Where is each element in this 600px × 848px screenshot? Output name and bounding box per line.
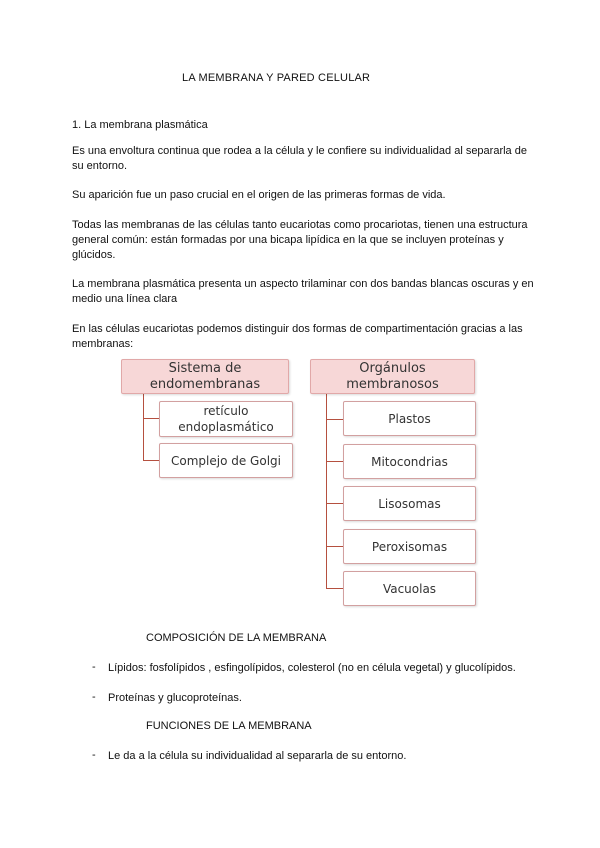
connector-line bbox=[326, 461, 344, 462]
vacuoles-node: Vacuolas bbox=[343, 571, 476, 606]
golgi-complex-node: Complejo de Golgi bbox=[159, 443, 293, 478]
endomembrane-system-header: Sistema de endomembranas bbox=[121, 359, 289, 394]
connector-line bbox=[326, 546, 344, 547]
page-title: LA MEMBRANA Y PARED CELULAR bbox=[182, 72, 371, 84]
endoplasmic-reticulum-node: retículo endoplasmático bbox=[159, 401, 293, 437]
composition-item-lipids: Lípidos: fosfolípidos , esfingolípidos, colesterol (no en célula vegetal) y glucolípidos. bbox=[108, 662, 516, 674]
bullet-marker: - bbox=[92, 661, 96, 673]
connector-line bbox=[326, 588, 344, 589]
paragraph-1: Es una envoltura continua que rodea a la célula y le confiere su individualidad al separarla de su entorno. bbox=[72, 145, 527, 172]
paragraph-3: Todas las membranas de las células tanto eucariotas como procariotas, tienen una estructura general común: están formadas por una bicapa lipídica en la que se incluyen proteínas y glúcidos. bbox=[72, 219, 528, 261]
connector-line bbox=[326, 394, 327, 589]
paragraph-4: La membrana plasmática presenta un aspecto trilaminar con dos bandas blancas oscuras y en medio una línea clara bbox=[72, 278, 534, 305]
bullet-marker: - bbox=[92, 749, 96, 761]
bullet-marker: - bbox=[92, 691, 96, 703]
plastids-node: Plastos bbox=[343, 401, 476, 436]
peroxisomes-node: Peroxisomas bbox=[343, 529, 476, 564]
function-item-1: Le da a la célula su individualidad al separarla de su entorno. bbox=[108, 750, 407, 762]
section-heading: 1. La membrana plasmática bbox=[72, 119, 208, 131]
connector-line bbox=[326, 419, 344, 420]
connector-line bbox=[143, 460, 160, 461]
mitochondria-node: Mitocondrias bbox=[343, 444, 476, 479]
membranous-organelles-header: Orgánulos membranosos bbox=[310, 359, 475, 394]
paragraph-2: Su aparición fue un paso crucial en el origen de las primeras formas de vida. bbox=[72, 189, 446, 201]
paragraph-5: En las células eucariotas podemos distinguir dos formas de compartimentación gracias a las membranas: bbox=[72, 323, 523, 350]
connector-line bbox=[143, 394, 144, 461]
connector-line bbox=[326, 503, 344, 504]
lysosomes-node: Lisosomas bbox=[343, 486, 476, 521]
composition-heading: COMPOSICIÓN DE LA MEMBRANA bbox=[146, 632, 327, 644]
connector-line bbox=[143, 418, 160, 419]
composition-item-proteins: Proteínas y glucoproteínas. bbox=[108, 692, 242, 704]
functions-heading: FUNCIONES DE LA MEMBRANA bbox=[146, 720, 312, 732]
